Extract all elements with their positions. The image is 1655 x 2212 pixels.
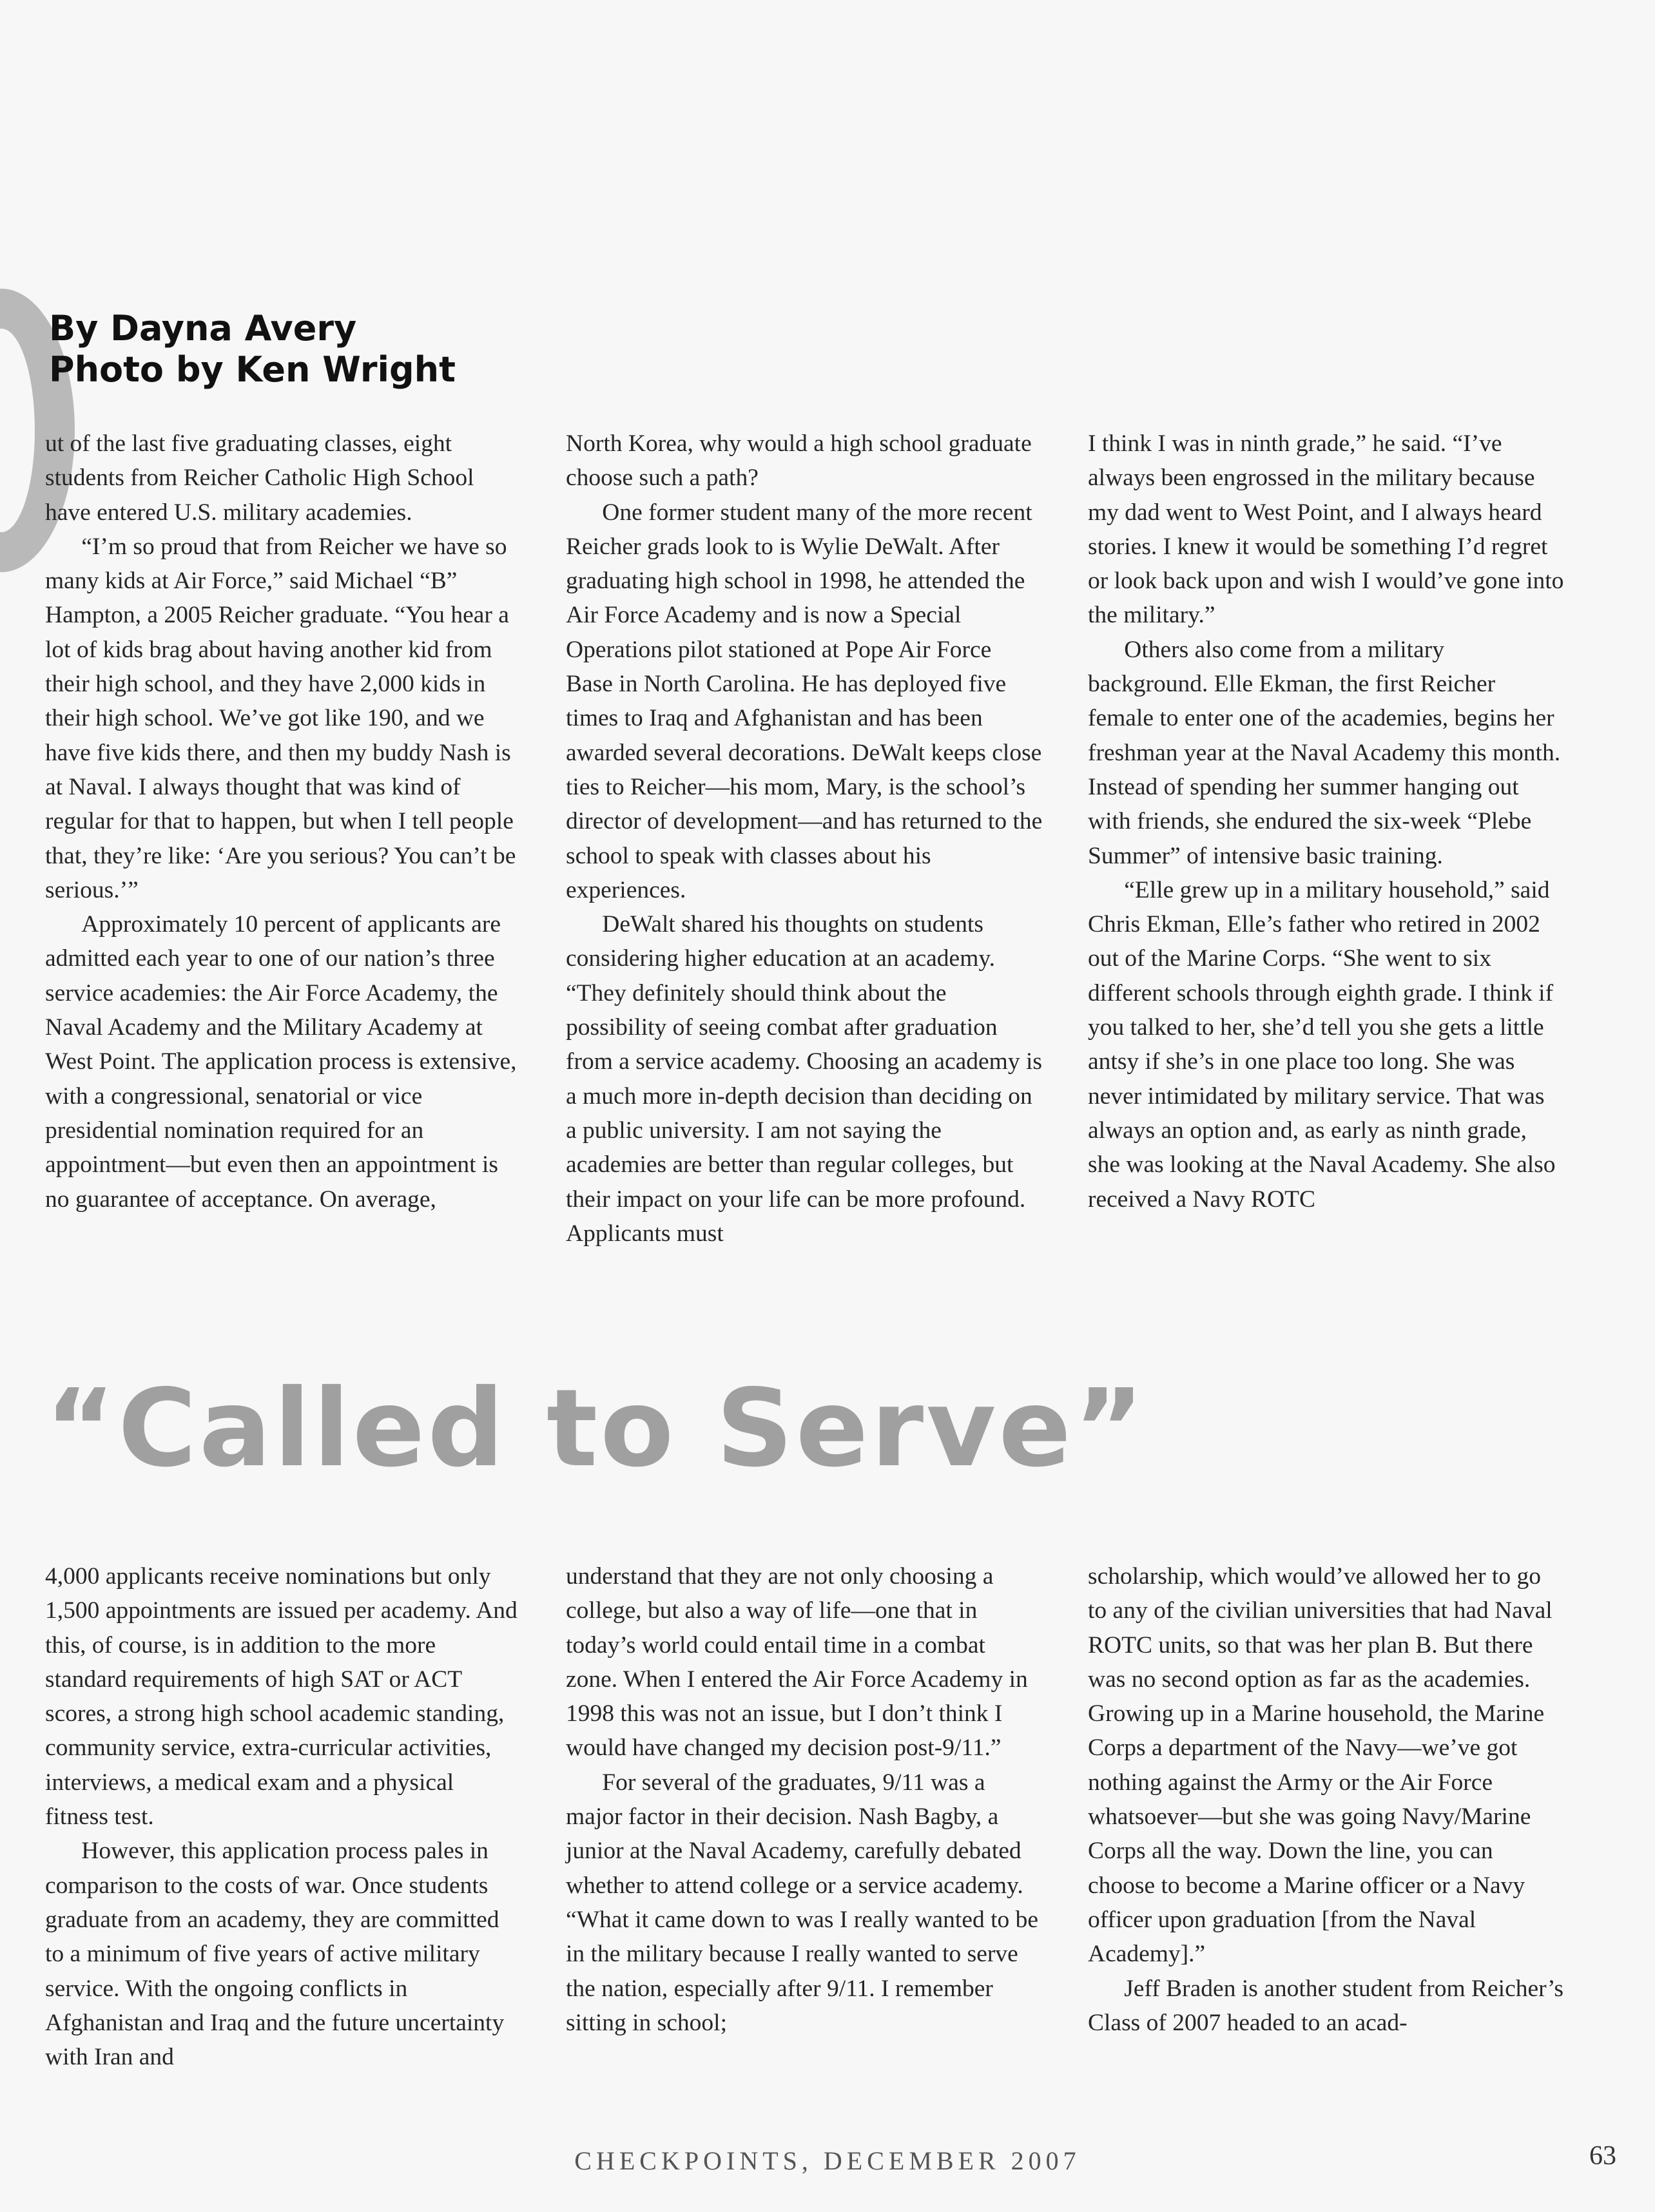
byline xyxy=(49,308,456,390)
paragraph: However, this application process pales in comparison to the costs of war. Once students graduate from an academy, they are committed to a minimum of five years of active military service. With the ongoing conflicts in Afghanistan and Iraq and the future uncertainty with Iran and xyxy=(45,1838,505,2071)
paragraph: understand that they are not only choosing a college, but also a way of life—one that in today’s world could entail time in a combat zone. When I entered the Air Force Academy in 1998 this was not an issue, but I don’t think I would have changed my decision post-9/11.” xyxy=(566,1563,1028,1762)
paragraph: I think I was in ninth grade,” he said. “I’ve always been engrossed in the military because my dad went to West Point, and I always heard stories. I knew it would be something I’d regret or look back upon and wish I would’ve gone into the military.” xyxy=(1088,430,1564,629)
paragraph: “I’m so proud that from Reicher we have so many kids at Air Force,” said Michael “B” Hampton, a 2005 Reicher graduate. “You hear a lot of kids brag about having another kid from their high school, and they have 2,000 kids in their high school. We’ve got like 190, and we have five kids there, and then my buddy Nash is at Naval. I always thought that was kind of regular for that to happen, but when I tell people that, they’re like: ‘Are you serious? You can’t be serious.’” xyxy=(45,533,516,903)
column-1-top xyxy=(45,427,522,1217)
column-1-bottom xyxy=(45,1559,522,2074)
page-number: 63 xyxy=(1589,2141,1616,2171)
paragraph: For several of the graduates, 9/11 was a major factor in their decision. Nash Bagby, a junior at the Naval Academy, carefully debated whether to attend college or a service academy. “What it came down to was I really wanted to be in the military because I really wanted to serve the nation, especially after 9/11. I remember sitting in school; xyxy=(566,1769,1039,2036)
publication-footer: CHECKPOINTS, DECEMBER 2007 xyxy=(574,2146,1081,2175)
paragraph: Others also come from a military background. Elle Ekman, the first Reicher female to enter one of the academies, begins her freshman year at the Naval Academy this month. Instead of spending her summer hanging out with friends, she endured the six-week “Plebe Summer” of intensive basic training. xyxy=(1088,636,1561,869)
paragraph: Jeff Braden is another student from Reicher’s Class of 2007 headed to an acad- xyxy=(1088,1975,1564,2036)
paragraph: “Elle grew up in a military household,” said Chris Ekman, Elle’s father who retired in 2002 out of the Marine Corps. “She went to six different schools through eighth grade. I think if you talked to her, she’d tell you she gets a little antsy if she’s in one place too long. She was never intimidated by military service. That was always an option and, as early as ninth grade, she was looking at the Naval Academy. She also received a Navy ROTC xyxy=(1088,876,1556,1213)
photo-credit: Photo by Ken Wright xyxy=(49,349,456,390)
column-2-top xyxy=(566,427,1043,1251)
paragraph: DeWalt shared his thoughts on students considering higher education at an academy. “They definitely should think about the possibility of seeing combat after graduation from a service academy. Choosing an academy is a much more in-depth decision than deciding on a public university. I am not saying the academies are better than regular colleges, but their impact on your life can be more profound. Applicants must xyxy=(566,911,1042,1247)
article-headline: “Called to Serve” xyxy=(45,1367,1147,1491)
column-3-bottom xyxy=(1088,1559,1565,2040)
author-credit: By Dayna Avery xyxy=(49,308,357,349)
column-2-bottom xyxy=(566,1559,1043,2040)
column-3-top xyxy=(1088,427,1565,1217)
paragraph: North Korea, why would a high school graduate choose such a path? xyxy=(566,430,1032,492)
paragraph: One former student many of the more recent Reicher grads look to is Wylie DeWalt. After graduating high school in 1998, he attended the Air Force Academy and is now a Special Operations pilot stationed at Pope Air Force Base in North Carolina. He has deployed five times to Iraq and Afghanistan and has been awarded several decorations. DeWalt keeps close ties to Reicher—his mom, Mary, is the school’s director of development—and has returned to the school to speak with classes about his experiences. xyxy=(566,499,1043,903)
paragraph: 4,000 applicants receive nominations but only 1,500 appointments are issued per academy. And this, of course, is in addition to the more standard requirements of high SAT or ACT scores, a strong high school academic standing, community service, extra-curricular activities, interviews, a medical exam and a physical fitness test. xyxy=(45,1563,518,1831)
paragraph: Approximately 10 percent of applicants are admitted each year to one of our nation’s three service academies: the Air Force Academy, the Naval Academy and the Military Academy at West Point. The application process is extensive, with a congressional, senatorial or vice presidential nomination required for an appointment—but even then an appointment is no guarantee of acceptance. On average, xyxy=(45,911,517,1213)
paragraph: scholarship, which would’ve allowed her to go to any of the civilian universities that had Naval ROTC units, so that was her plan B. But there was no second option as far as the academies. Growing up in a Marine household, the Marine Corps a department of the Navy—we’ve got nothing against the Army or the Air Force whatsoever—but she was going Navy/Marine Corps all the way. Down the line, you can choose to become a Marine officer or a Navy officer upon graduation [from the Naval Academy].” xyxy=(1088,1563,1553,1968)
paragraph: ut of the last five graduating classes, eight students from Reicher Catholic High School have entered U.S. military academies. xyxy=(45,430,474,526)
